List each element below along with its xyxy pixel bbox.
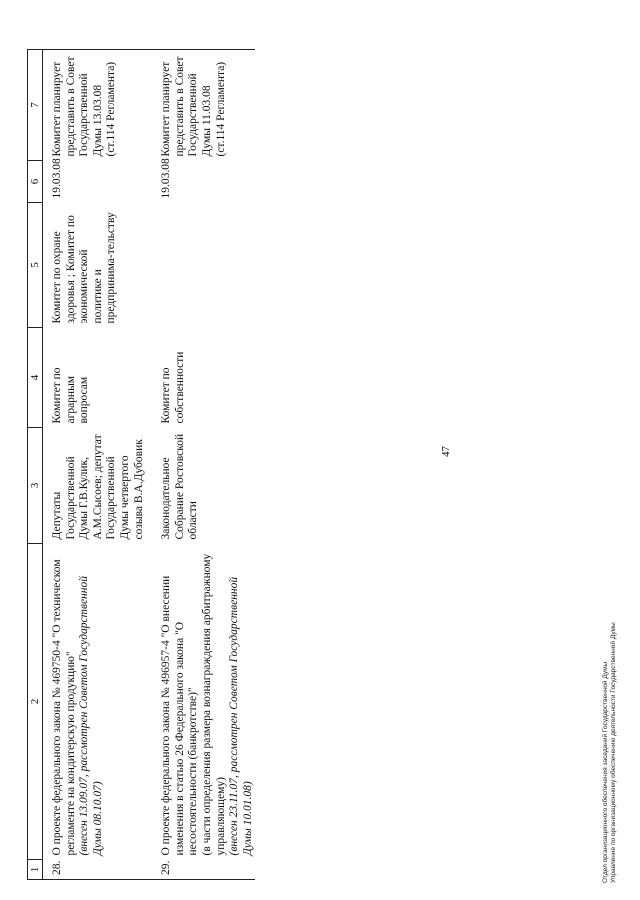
footer — [602, 622, 618, 883]
footer-line-2: Управление по организационному обеспечению деятельности Государственной Думы — [610, 622, 617, 883]
header-cell-2: 2 — [28, 544, 43, 860]
date: 19.03.08 — [160, 158, 173, 199]
row-number: 29. — [156, 860, 255, 880]
bill-note: (внесен 23.11.07, рассмотрен Советом Государственной Думы 10.01.08) — [228, 576, 254, 856]
header-cell-6: 6 — [28, 161, 43, 203]
page-number: 47 — [440, 446, 452, 457]
bill-subtitle: (в части определения размера вознаграждения арбитражному управляющему) — [200, 553, 227, 856]
row-number: 28. — [43, 860, 157, 880]
committee: Комитет по аграрным вопросам — [51, 367, 91, 424]
date: 19.03.08 — [51, 158, 63, 199]
co-committee — [156, 203, 255, 328]
header-cell-5: 5 — [28, 203, 43, 328]
header-cell-3: 3 — [28, 428, 43, 544]
header-cell-1: 1 — [28, 860, 43, 880]
initiator: Законодательное Собрание Ростовской области — [160, 433, 200, 540]
bill-cell — [156, 544, 255, 860]
status: Комитет планирует представить в Совет Государственной Думы 11.03.08 (ст.114 Регламента) — [156, 50, 255, 161]
table-row — [43, 50, 157, 880]
bill-cell — [43, 544, 157, 860]
bill-title: О проекте федерального закона № 469750-4 "О техническом регламенте на кондитерскую продукцию" — [51, 559, 77, 856]
committee: Комитет по собственности — [160, 351, 186, 424]
co-committee: Комитет по охране здоровья ; Комитет по экономической политике и предпринима-тельству — [51, 212, 118, 324]
status: Комитет планирует представить в Совет Государственной Думы 13.03.08 (ст.114 Регламента) — [43, 50, 157, 161]
header-row — [28, 50, 43, 880]
header-cell-4: 4 — [28, 328, 43, 428]
bill-note: (внесен 13.09.07, рассмотрен Советом Государственной Думы 08.10.07) — [78, 576, 104, 856]
header-cell-7: 7 — [28, 50, 43, 161]
table-row — [156, 50, 255, 880]
agenda-table — [27, 49, 255, 880]
footer-line-1: Отдел организационного обеспечения заседаний Государственной Думы — [602, 661, 609, 883]
initiator: Депутаты Государственной Думы Г.В.Кулик, А.М.Сысоев; депутат Государственной Думы четвертого созыва В.А.Дубовик — [51, 434, 145, 540]
bill-title: О проекте федерального закона № 496957-4 "О внесении изменения в статью 26 Федерального закона "О несостоятельности (банкротстве)" — [160, 575, 200, 856]
